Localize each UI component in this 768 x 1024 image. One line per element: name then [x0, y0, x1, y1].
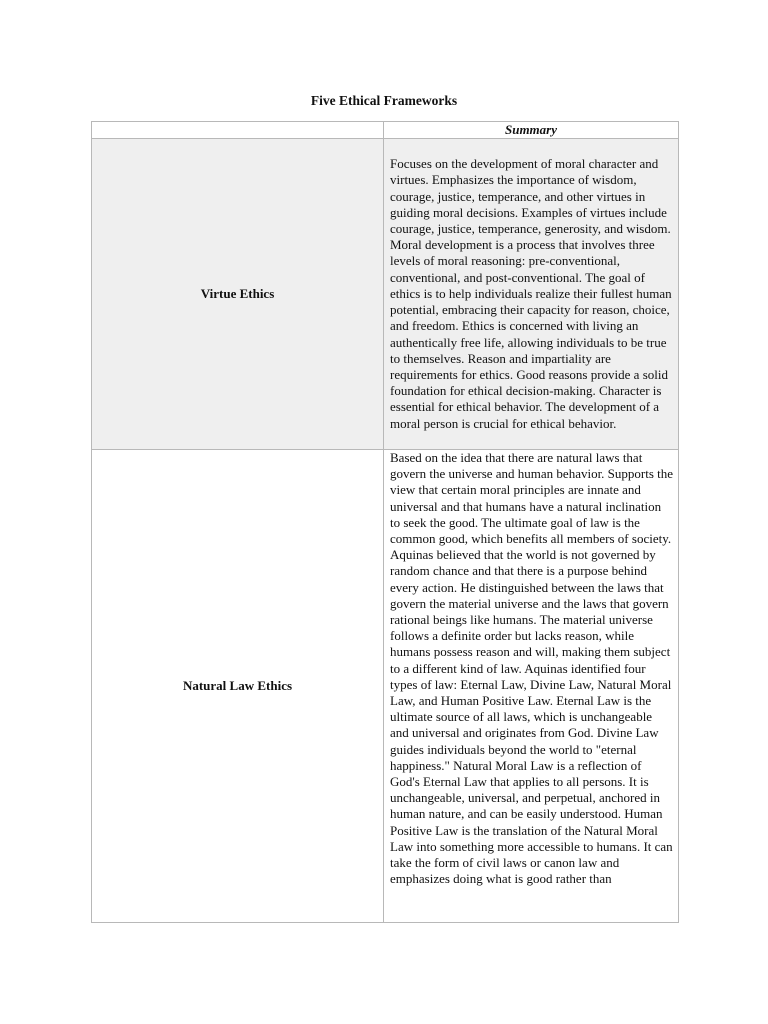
table-row-virtue-ethics	[92, 139, 679, 450]
framework-summary-text: Based on the idea that there are natural laws that govern the universe and human behavior. Supports the view that certain moral principles are innate and universal and that humans have a natural inclination to seek the good. The ultimate goal of law is the common good, which benefits all members of society. Aquinas believed that the world is not governed by random chance and that there is a purpose behind every action. He distinguished between the laws that govern the material universe and the laws that govern rational beings like humans. The material universe follows a definite order but lacks reason, while humans possess reason and will, making them subject to a different kind of law. Aquinas identified four types of law: Eternal Law, Divine Law, Natural Moral Law, and Human Positive Law. Eternal Law is the ultimate source of all laws, which is unchangeable and universal and originates from God. Divine Law guides individuals beyond the world to "eternal happiness." Natural Moral Law is a reflection of God's Eternal Law that applies to all persons. It is unchangeable, universal, and perpetual, anchored in human nature, and can be easily understood. Human Positive Law is the translation of the Natural Moral Law into something more accessible to humans. It can take the form of civil laws or canon law and emphasizes doing what is good rather than	[390, 450, 674, 887]
table-row-natural-law-ethics	[92, 450, 679, 923]
framework-name-cell: Natural Law Ethics	[92, 450, 384, 923]
header-summary-cell: Summary	[384, 122, 679, 139]
frameworks-table	[91, 121, 679, 923]
framework-name-cell: Virtue Ethics	[92, 139, 384, 450]
document-title: Five Ethical Frameworks	[310, 93, 458, 108]
framework-summary-cell	[384, 450, 679, 923]
table-header-row	[92, 122, 679, 139]
framework-summary-cell: Focuses on the development of moral character and virtues. Emphasizes the importance of wisdom, courage, justice, temperance, and other virtues in guiding moral decisions. Examples of virtues include courage, justice, temperance, generosity, and wisdom. Moral development is a process that involves three levels of moral reasoning: pre-conventional, conventional, and post-conventional. The goal of ethics is to help individuals realize their fullest human potential, embracing their capacity for reason, choice, and freedom. Ethics is concerned with living an authentically free life, allowing individuals to be true to themselves. Reason and impartiality are requirements for ethics. Good reasons provide a solid foundation for ethical decision-making. Character is essential for ethical behavior. The development of a moral person is crucial for ethical behavior.	[384, 139, 679, 450]
header-framework-cell	[92, 122, 384, 139]
